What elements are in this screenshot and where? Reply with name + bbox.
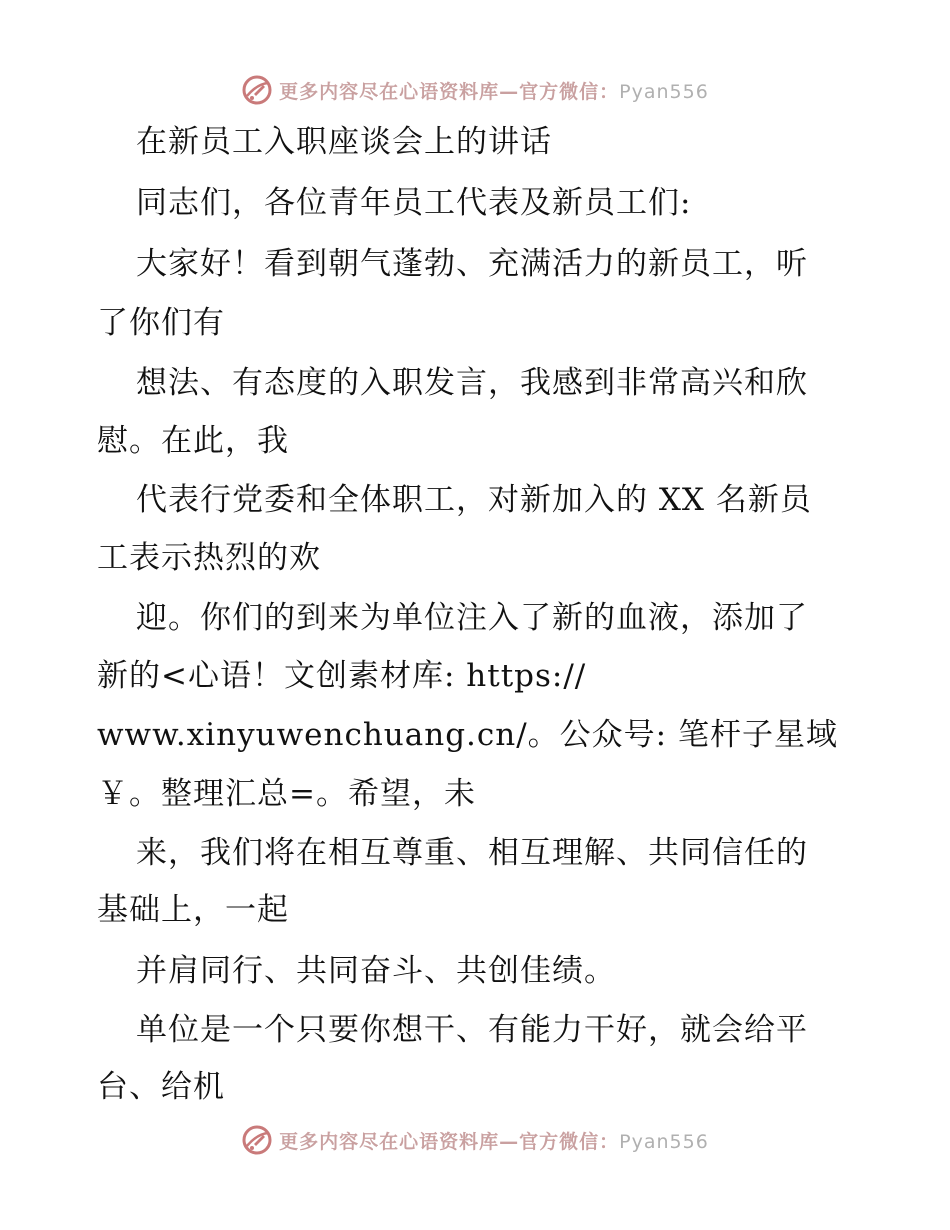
doc-title: 在新员工入职座谈会上的讲话 <box>136 124 552 160</box>
doc-line: www.xinyuwenchuang.cn/。公众号: 笔杆子星域 <box>97 717 838 753</box>
doc-line: 并肩同行、共同奋斗、共创佳绩。 <box>136 953 616 989</box>
header-banner <box>0 70 950 110</box>
doc-line: 大家好！看到朝气蓬勃、充满活力的新员工，听 <box>136 246 808 282</box>
banner-slogan: 更多内容尽在心语资料库—官方微信： <box>279 1130 620 1153</box>
doc-line: 代表行党委和全体职工，对新加入的 XX 名新员 <box>136 482 812 518</box>
banner-text <box>279 1127 709 1154</box>
doc-line: ￥。整理汇总=。希望，未 <box>97 776 476 812</box>
pen-logo-icon <box>241 1124 273 1156</box>
footer-banner <box>0 1120 950 1160</box>
doc-line: 迎。你们的到来为单位注入了新的血液，添加了 <box>136 600 808 636</box>
banner-wechat-id: Pyan556 <box>619 80 709 103</box>
banner-text <box>279 77 709 104</box>
doc-line: 基础上，一起 <box>97 892 289 928</box>
doc-line: 同志们，各位青年员工代表及新员工们: <box>136 185 692 221</box>
doc-line: 新的<心语！文创素材库: https:// <box>97 658 587 694</box>
doc-line: 台、给机 <box>97 1069 225 1105</box>
doc-line: 慰。在此，我 <box>97 423 289 459</box>
banner-wechat-id: Pyan556 <box>619 1130 709 1153</box>
doc-line: 工表示热烈的欢 <box>97 540 321 576</box>
banner-slogan: 更多内容尽在心语资料库—官方微信： <box>279 80 620 103</box>
pen-logo-icon <box>241 74 273 106</box>
doc-line: 单位是一个只要你想干、有能力干好，就会给平 <box>136 1012 808 1048</box>
doc-line: 了你们有 <box>97 305 225 341</box>
doc-line: 来，我们将在相互尊重、相互理解、共同信任的 <box>136 835 808 871</box>
doc-line: 想法、有态度的入职发言，我感到非常高兴和欣 <box>136 365 808 401</box>
